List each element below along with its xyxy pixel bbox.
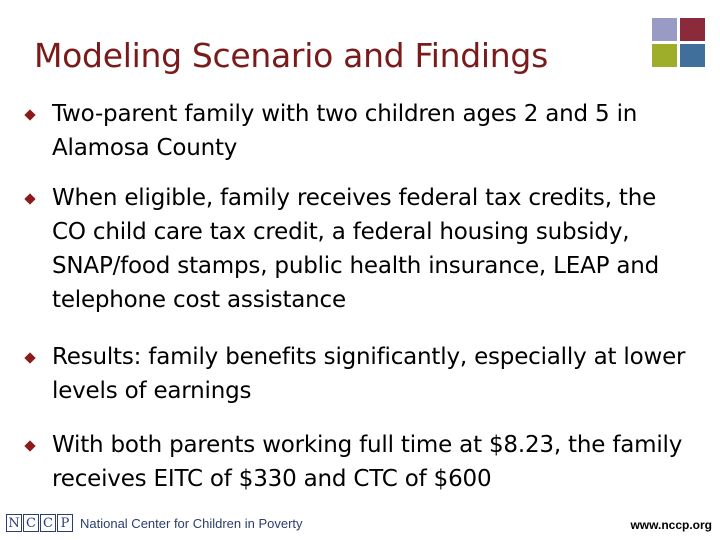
- nccp-logo: [6, 514, 303, 532]
- bullet-text: Two-parent family with two children ages 2 and 5 in Alamosa County: [52, 101, 638, 161]
- logo-square: [680, 44, 705, 67]
- bullet-text: With both parents working full time at $8.23, the family receives EITC of $330 and CTC of $600: [52, 432, 683, 492]
- bullet-text: When eligible, family receives federal tax credits, the CO child care tax credit, a federal housing subsidy, SNAP/food stamps, public health insurance, LEAP and telephone cost assistance: [52, 185, 660, 313]
- logo-letter: N: [6, 514, 22, 532]
- logo-square: [652, 18, 677, 41]
- bullet-item: [52, 428, 692, 496]
- logo-squares-graphic: [652, 18, 708, 70]
- bullet-text: Results: family benefits significantly, especially at lower levels of earnings: [52, 344, 686, 404]
- slide-title: Modeling Scenario and Findings: [34, 36, 548, 75]
- organization-name: National Center for Children in Poverty: [80, 515, 303, 531]
- logo-letter: C: [40, 514, 56, 532]
- diamond-bullet-icon: [24, 193, 35, 204]
- bullet-item: [52, 181, 692, 317]
- logo-letter: C: [23, 514, 39, 532]
- bullet-item: [52, 340, 692, 408]
- footer: [0, 512, 720, 540]
- logo-square: [680, 18, 705, 41]
- diamond-bullet-icon: [24, 352, 35, 363]
- bullet-item: [52, 97, 692, 165]
- diamond-bullet-icon: [24, 109, 35, 120]
- website-url: www.nccp.org: [630, 518, 712, 532]
- diamond-bullet-icon: [24, 440, 35, 451]
- logo-letter: P: [57, 514, 73, 532]
- logo-square: [652, 44, 677, 67]
